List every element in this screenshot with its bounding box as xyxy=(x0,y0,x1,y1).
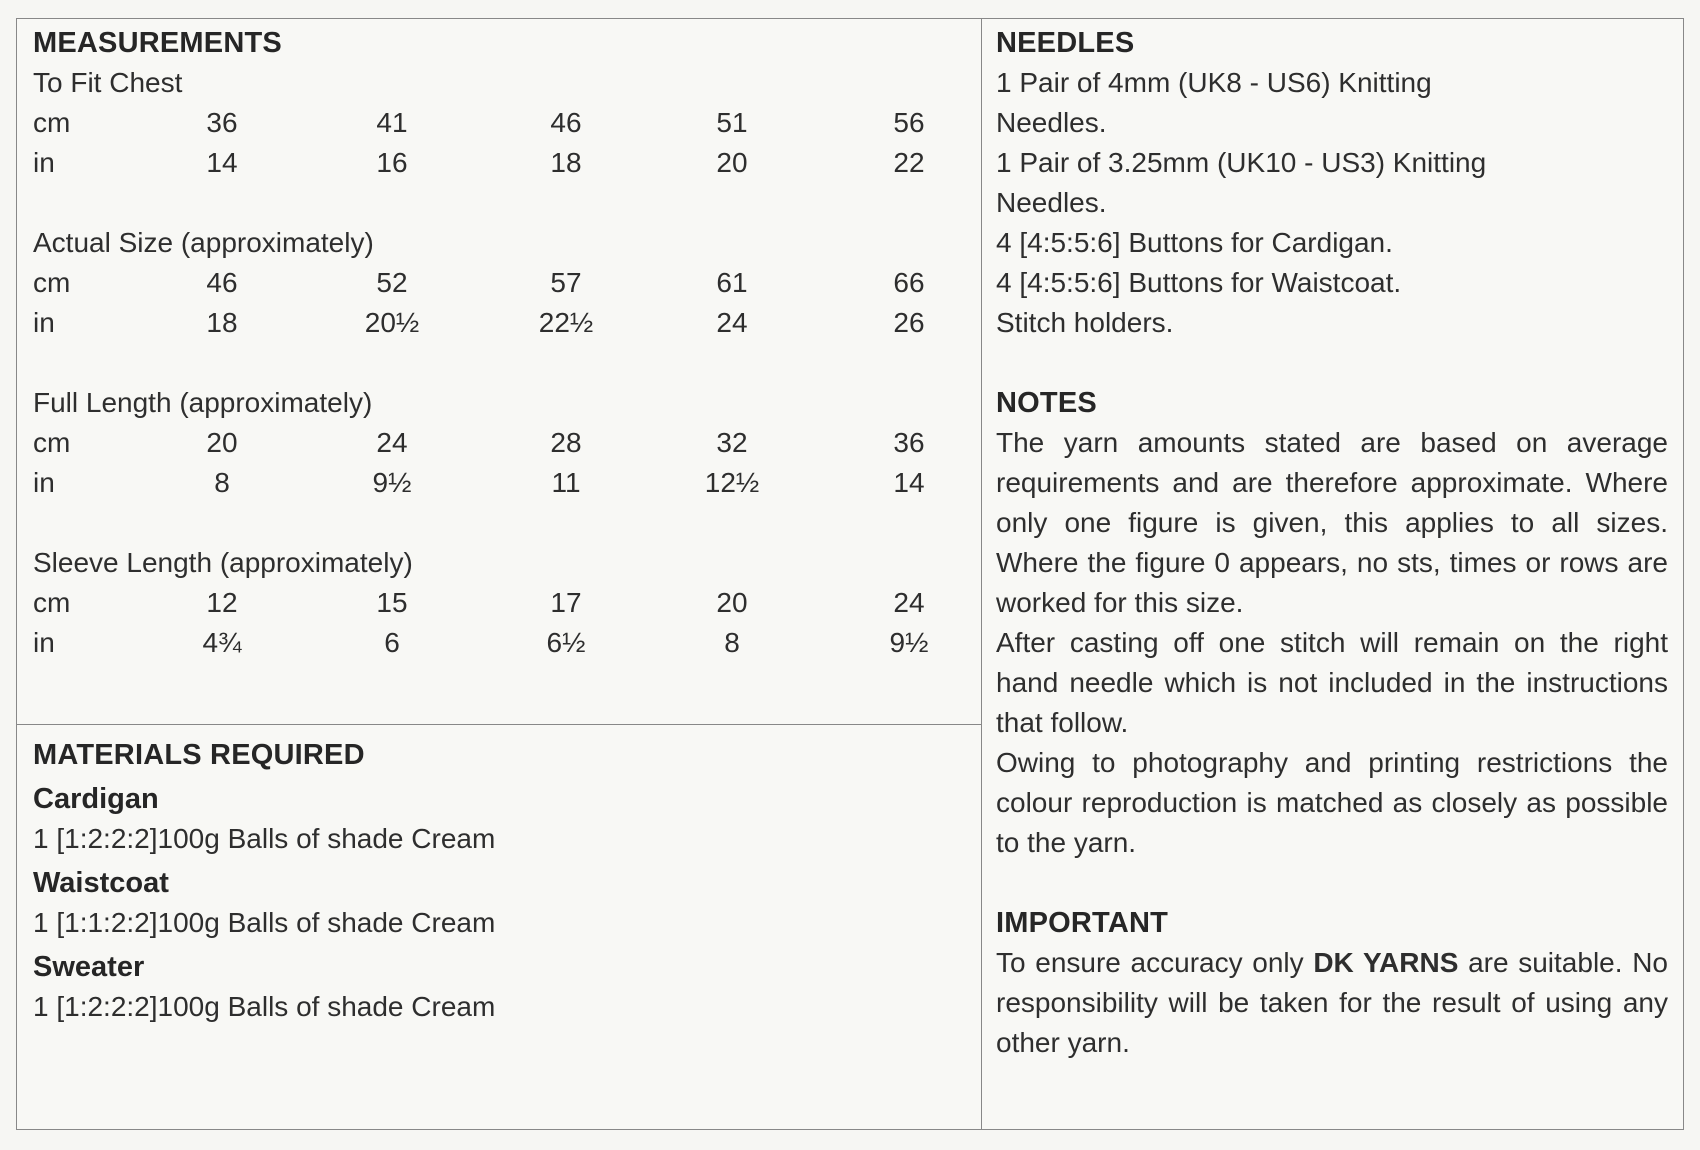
needles-line: Needles. xyxy=(996,187,1107,218)
notes-paragraph: Owing to photography and printing restrictions the colour reproduction is matched as closely as possible to the yarn. xyxy=(996,747,1668,858)
size-value: 28 xyxy=(550,427,582,458)
yarn-amount-waistcoat: 1 [1:1:2:2]100g Balls of shade Cream xyxy=(33,907,496,938)
measurement-row-cm xyxy=(33,583,963,623)
important-paragraph xyxy=(996,943,1668,1063)
size-value: 4¾ xyxy=(202,627,242,658)
measurements-heading: MEASUREMENTS xyxy=(33,27,282,59)
important-text-end: are suitable. No responsibility will be taken for the result of using any other yarn. xyxy=(996,947,1668,1058)
measurement-group-title: Actual Size (approximately) xyxy=(33,227,374,258)
measurement-group-chest xyxy=(33,63,963,183)
size-value: 52 xyxy=(376,267,408,298)
measurement-row-in xyxy=(33,143,963,183)
garment-name-cardigan: Cardigan xyxy=(33,783,159,815)
size-value: 46 xyxy=(550,107,582,138)
size-value: 20 xyxy=(716,587,748,618)
size-value: 16 xyxy=(376,147,408,178)
size-value: 66 xyxy=(893,267,925,298)
size-value: 46 xyxy=(206,267,238,298)
measurement-row-in xyxy=(33,303,963,343)
needles-line: 1 Pair of 4mm (UK8 - US6) Knitting xyxy=(996,67,1432,98)
needles-line: Needles. xyxy=(996,107,1107,138)
measurement-group-sleeve-length xyxy=(33,543,963,663)
size-value: 17 xyxy=(550,587,582,618)
unit-label: cm xyxy=(33,587,71,618)
size-value: 12½ xyxy=(704,467,760,498)
size-value: 8 xyxy=(724,627,740,658)
unit-label: in xyxy=(33,467,55,498)
notes-paragraph: The yarn amounts stated are based on average requirements and are therefore approximate. Where only one figure is given, this applies to all sizes. Where the figure 0 appears, no sts, times or rows are worked for this size. xyxy=(996,427,1668,618)
size-value: 18 xyxy=(550,147,582,178)
unit-label: in xyxy=(33,627,55,658)
vertical-divider xyxy=(981,19,982,1129)
measurement-group-title: To Fit Chest xyxy=(33,67,183,98)
size-value: 18 xyxy=(206,307,238,338)
needles-line: 4 [4:5:5:6] Buttons for Waistcoat. xyxy=(996,267,1402,298)
unit-label: in xyxy=(33,147,55,178)
unit-label: cm xyxy=(33,427,71,458)
size-value: 12 xyxy=(206,587,238,618)
notes-paragraph: After casting off one stitch will remain on the right hand needle which is not included in the instructions that follow. xyxy=(996,627,1668,738)
measurement-group-full-length xyxy=(33,383,963,503)
size-value: 20 xyxy=(206,427,238,458)
pattern-info-sheet xyxy=(16,18,1684,1130)
needles-line: Stitch holders. xyxy=(996,307,1174,338)
right-column xyxy=(996,23,1668,1063)
size-value: 51 xyxy=(716,107,748,138)
size-value: 15 xyxy=(376,587,408,618)
measurement-group-title: Full Length (approximately) xyxy=(33,387,373,418)
yarn-amount-sweater: 1 [1:2:2:2]100g Balls of shade Cream xyxy=(33,991,496,1022)
materials-section xyxy=(33,735,963,1027)
size-value: 26 xyxy=(893,307,925,338)
size-value: 41 xyxy=(376,107,408,138)
size-value: 36 xyxy=(893,427,925,458)
size-value: 14 xyxy=(893,467,925,498)
important-yarn-type: DK YARNS xyxy=(1313,947,1459,978)
size-value: 36 xyxy=(206,107,238,138)
size-value: 8 xyxy=(214,467,230,498)
unit-label: in xyxy=(33,307,55,338)
size-value: 9½ xyxy=(372,467,412,498)
size-value: 14 xyxy=(206,147,238,178)
horizontal-divider xyxy=(17,724,981,725)
measurements-section xyxy=(33,23,963,663)
notes-heading: NOTES xyxy=(996,387,1097,419)
garment-name-sweater: Sweater xyxy=(33,951,145,983)
measurement-group-actual-size xyxy=(33,223,963,343)
measurement-row-cm xyxy=(33,263,963,303)
size-value: 22½ xyxy=(538,307,594,338)
measurement-group-title: Sleeve Length (approximately) xyxy=(33,547,413,578)
garment-name-waistcoat: Waistcoat xyxy=(33,867,169,899)
size-value: 20 xyxy=(716,147,748,178)
materials-heading: MATERIALS REQUIRED xyxy=(33,739,365,771)
size-value: 11 xyxy=(551,467,581,498)
needles-line: 4 [4:5:5:6] Buttons for Cardigan. xyxy=(996,227,1393,258)
size-value: 24 xyxy=(716,307,748,338)
measurement-row-in xyxy=(33,463,963,503)
size-value: 57 xyxy=(550,267,582,298)
size-value: 56 xyxy=(893,107,925,138)
measurement-row-cm xyxy=(33,103,963,143)
needles-heading: NEEDLES xyxy=(996,27,1135,59)
size-value: 32 xyxy=(716,427,748,458)
size-value: 22 xyxy=(893,147,925,178)
unit-label: cm xyxy=(33,107,71,138)
size-value: 6½ xyxy=(546,627,586,658)
size-value: 61 xyxy=(716,267,748,298)
size-value: 24 xyxy=(893,587,925,618)
size-value: 24 xyxy=(376,427,408,458)
needles-section xyxy=(996,23,1668,343)
yarn-amount-cardigan: 1 [1:2:2:2]100g Balls of shade Cream xyxy=(33,823,496,854)
needles-line: 1 Pair of 3.25mm (UK10 - US3) Knitting xyxy=(996,147,1487,178)
measurement-row-cm xyxy=(33,423,963,463)
important-section xyxy=(996,903,1668,1063)
important-heading: IMPORTANT xyxy=(996,907,1169,939)
notes-section xyxy=(996,383,1668,863)
size-value: 20½ xyxy=(364,307,420,338)
size-value: 9½ xyxy=(889,627,929,658)
unit-label: cm xyxy=(33,267,71,298)
measurement-row-in xyxy=(33,623,963,663)
size-value: 6 xyxy=(384,627,400,658)
important-text-start: To ensure accuracy only xyxy=(996,947,1314,978)
